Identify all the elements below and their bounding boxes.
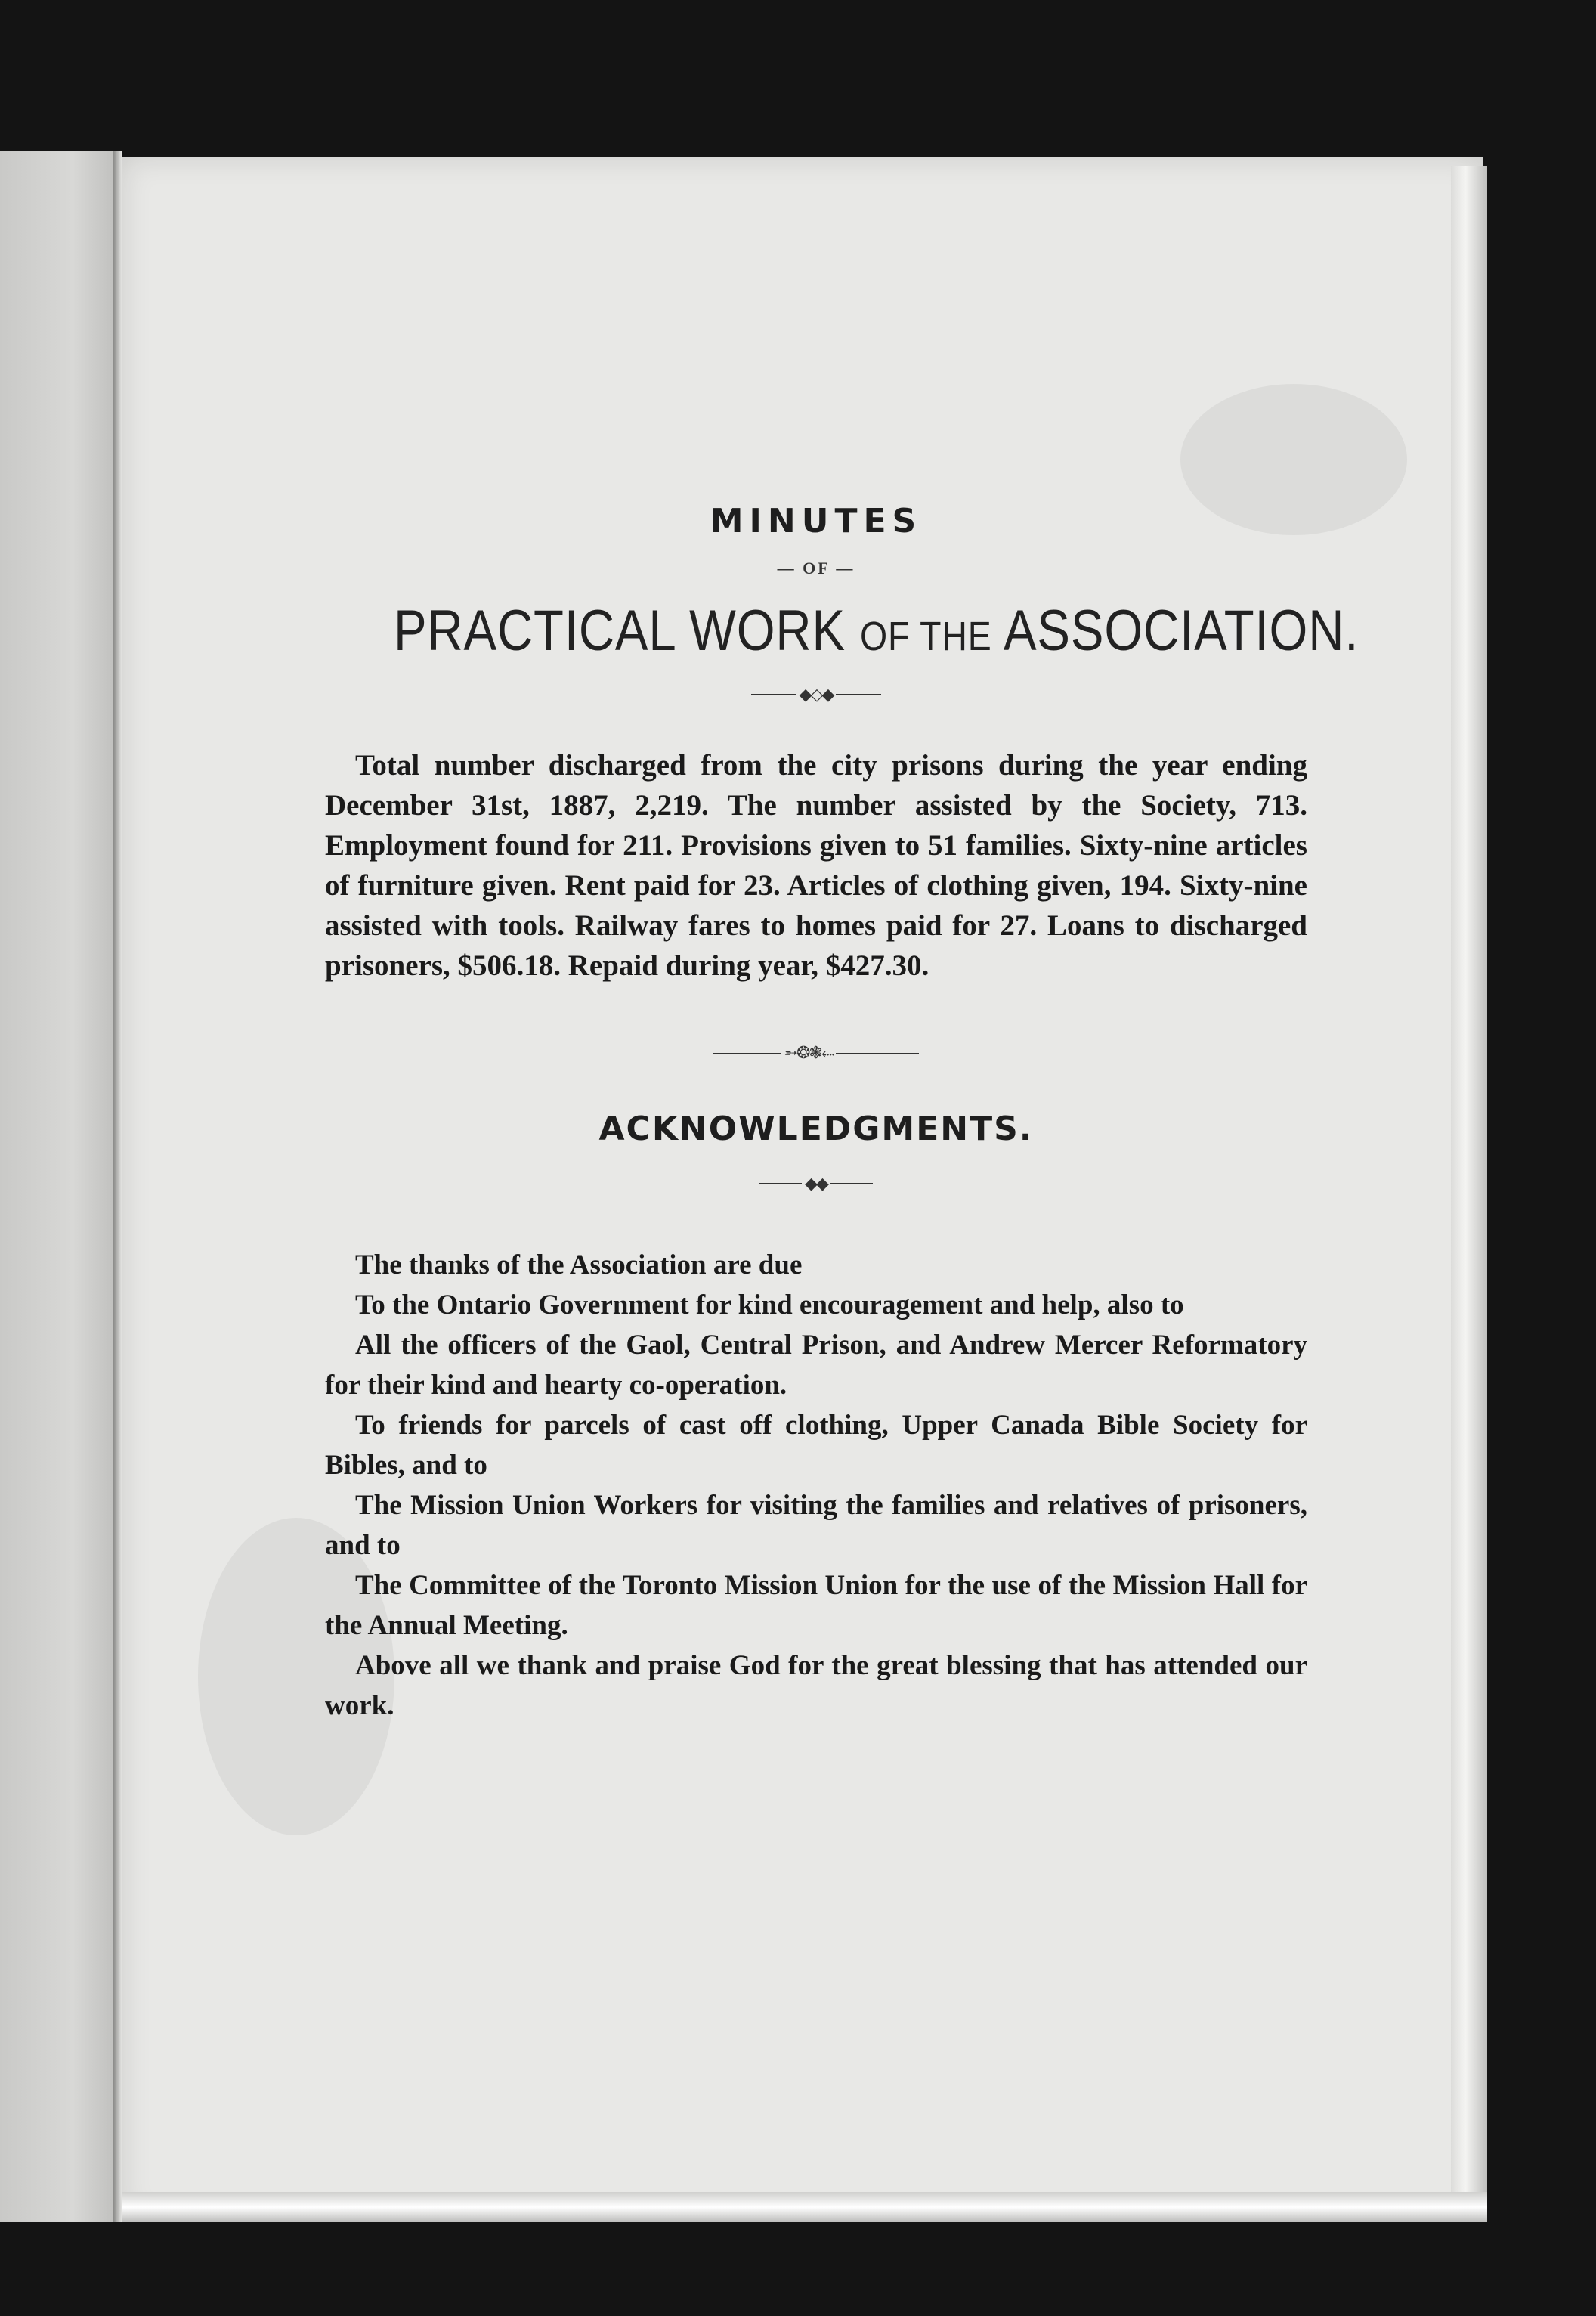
ack-paragraph: The Committee of the Toronto Mission Union for the use of the Mission Hall for the Annual Meeting. [325, 1570, 1307, 1641]
ack-paragraph: To the Ontario Government for kind encouragement and help, also to [355, 1290, 1184, 1321]
heading-part3: ASSOCIATION. [1003, 599, 1359, 663]
of-label: — OF — [777, 559, 855, 577]
ack-paragraph: The Mission Union Workers for visiting the families and relatives of prisoners, and to [325, 1490, 1307, 1561]
heading-part1: PRACTICAL WORK [394, 599, 846, 663]
facing-page [0, 151, 121, 2222]
main-heading [394, 598, 1359, 664]
divider-ornament: ◆◇◆ [325, 680, 1307, 706]
page-content [325, 484, 1359, 1726]
ack-paragraph: Above all we thank and praise God for the great blessing that has attended our work. [325, 1650, 1307, 1721]
ack-paragraph: All the officers of the Gaol, Central Prison, and Andrew Mercer Reformatory for their kind and hearty co-operation. [325, 1330, 1307, 1401]
minutes-title: MINUTES [710, 502, 923, 540]
stats-paragraph: Total number discharged from the city prisons during the year ending December 31st, 1887, 2,219. The number assisted by the Society, 713. Employment found for 211. Provisions given to 51 families. Sixty-nine articles of furniture given. Rent paid for 23. Articles of clothing given, 194. Sixty-nine assisted with tools. Railway fares to homes paid for 27. Loans to discharged prisoners, $506.18. Repaid during year, $427.30. [325, 749, 1307, 982]
divider-ornament: ◆◆ [325, 1169, 1307, 1195]
acknowledgments-body [325, 1245, 1307, 1726]
binding-edge [113, 151, 122, 2222]
divider-ornament: ➵❂❃⬸ [325, 1039, 1307, 1064]
acknowledgments-heading: ACKNOWLEDGMENTS. [598, 1110, 1034, 1148]
heading-part2: OF THE [859, 614, 992, 659]
ack-paragraph: The thanks of the Association are due [355, 1249, 803, 1280]
page-bottom-edge [122, 2192, 1487, 2222]
page-right-edge [1451, 166, 1487, 2222]
ack-paragraph: To friends for parcels of cast off clothing, Upper Canada Bible Society for Bibles, and to [325, 1410, 1307, 1481]
